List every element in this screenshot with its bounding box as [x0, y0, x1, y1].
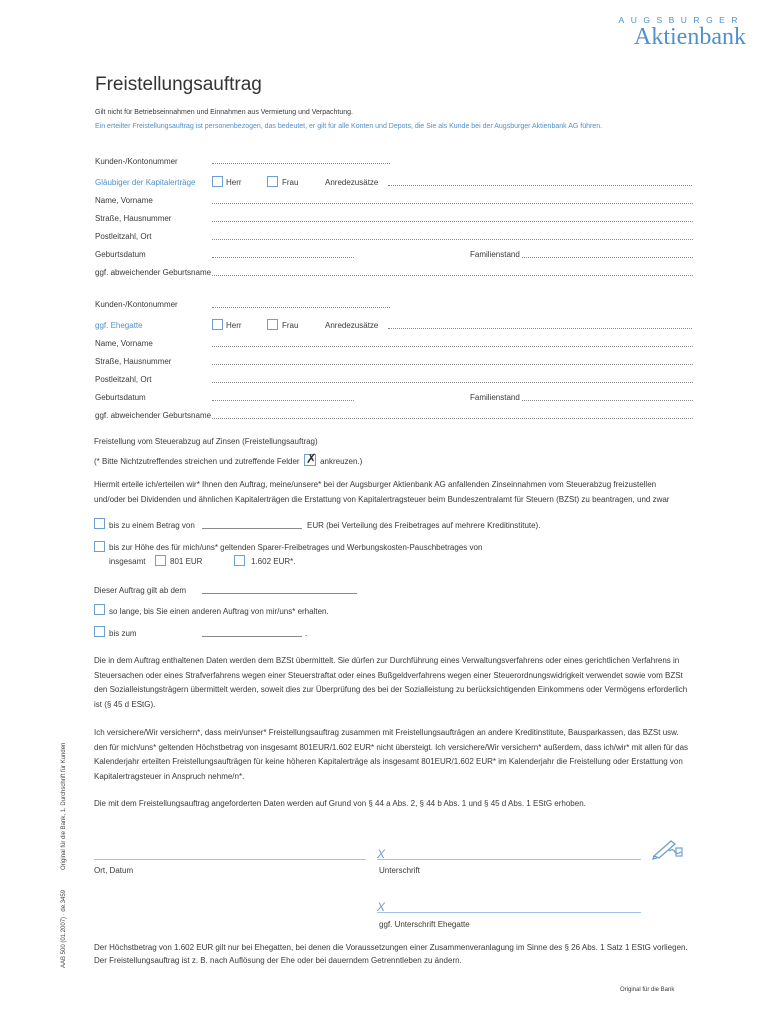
postal-field[interactable]	[212, 239, 693, 240]
order-hint	[94, 452, 362, 466]
amount-option-label: bis zu einem Betrag von	[109, 521, 195, 530]
valid-from-label: Dieser Auftrag gilt ab dem	[94, 586, 187, 595]
herr-checkbox[interactable]	[212, 176, 223, 187]
spouse-herr-label: Herr	[226, 321, 242, 330]
spouse-name-label: Name, Vorname	[95, 339, 153, 348]
amount-option-checkbox[interactable]	[94, 518, 105, 529]
frau-checkbox[interactable]	[267, 176, 278, 187]
order-heading: Freistellung vom Steuerabzug auf Zinsen (Freistellungsauftrag)	[94, 437, 318, 446]
spouse-family-status-field[interactable]	[522, 400, 693, 401]
spouse-label: ggf. Ehegatte	[95, 321, 143, 330]
place-date-label: Ort, Datum	[94, 866, 134, 875]
spouse-postal-label: Postleitzahl, Ort	[95, 375, 152, 384]
spouse-birthname-field[interactable]	[212, 418, 693, 419]
account-number-label: Kunden-/Kontonummer	[95, 157, 178, 166]
spouse-street-field[interactable]	[212, 364, 693, 365]
spouse-signature-label: ggf. Unterschrift Ehegatte	[379, 920, 470, 929]
herr-label: Herr	[226, 178, 242, 187]
max-amount-checkbox[interactable]	[94, 541, 105, 552]
valid-from-field[interactable]	[202, 593, 357, 594]
until-revoked-checkbox[interactable]	[94, 604, 105, 615]
salutation-field[interactable]	[388, 185, 692, 186]
form-code: AAB 500 (01.2007) · de.3459	[61, 889, 67, 968]
spouse-signature-x-icon: X	[377, 900, 386, 914]
page-title: Freistellungsauftrag	[95, 74, 262, 95]
801-eur-label: 801 EUR	[170, 557, 203, 566]
spouse-salutation-label: Anredezusätze	[325, 321, 379, 330]
1602-eur-checkbox[interactable]	[234, 555, 245, 566]
spouse-postal-field[interactable]	[212, 382, 693, 383]
account-number-field[interactable]	[212, 163, 390, 164]
street-field[interactable]	[212, 221, 693, 222]
order-hint-end: ankreuzen.)	[320, 457, 363, 466]
creditor-label: Gläubiger der Kapitalerträge	[95, 178, 196, 187]
salutation-label: Anredezusätze	[325, 178, 379, 187]
spouse-birthdate-label: Geburtsdatum	[95, 393, 146, 402]
spouse-salutation-field[interactable]	[388, 328, 692, 329]
family-status-label: Familienstand	[470, 250, 520, 259]
until-revoked-label: so lange, bis Sie einen anderen Auftrag von mir/uns* erhalten.	[109, 607, 329, 616]
spouse-street-label: Straße, Hausnummer	[95, 357, 172, 366]
until-date-checkbox[interactable]	[94, 626, 105, 637]
bank-logo: Aktienbank	[634, 24, 746, 50]
spouse-signature-line[interactable]	[377, 912, 641, 913]
spouse-account-number-field[interactable]	[212, 307, 390, 308]
1602-eur-label: 1.602 EUR*.	[251, 557, 296, 566]
801-eur-checkbox[interactable]	[155, 555, 166, 566]
frau-label: Frau	[282, 178, 299, 187]
spouse-frau-checkbox[interactable]	[267, 319, 278, 330]
signature-line[interactable]	[377, 859, 641, 860]
footer-note-1: Der Höchstbetrag von 1.602 EUR gilt nur bei Ehegatten, bei denen die Voraussetzungen einer Zusammenveranlagung im Sinne des § 26 Abs. 1 Satz 1 EStG vorliegen.	[94, 943, 688, 952]
legal-paragraph-3: Die mit dem Freistellungsauftrag angeforderten Daten werden auf Grund von § 44 a Abs. 2, § 44 b Abs. 1 und § 45 d Abs. 1 EStG erhoben.	[94, 799, 586, 808]
place-date-line[interactable]	[94, 859, 366, 860]
until-date-field[interactable]	[202, 636, 302, 637]
cross-example-icon: ✗	[305, 451, 317, 466]
max-amount-label: bis zur Höhe des für mich/uns* geltenden Sparer-Freibetrages und Werbungskosten-Pauschbetrages von	[109, 543, 483, 552]
order-hint-text: (* Bitte Nichtzutreffendes streichen und zutreffende Felder	[94, 457, 300, 466]
amount-field[interactable]	[202, 528, 302, 529]
spouse-family-status-label: Familienstand	[470, 393, 520, 402]
signature-label: Unterschrift	[379, 866, 420, 875]
order-text-2: und/oder bei Dividenden und ähnlichen Kapitalerträgen die Erstattung von Kapitalertragsteuer beim Bundeszentralamt für Steuern (BZSt) zu beantragen, und zwar	[94, 495, 670, 504]
legal-paragraph-1: Die in dem Auftrag enthaltenen Daten werden dem BZSt übermittelt. Sie dürfen zur Durchführung eines Verwaltungsverfahrens oder eines gerichtlichen Verfahrens in Steuersachen oder eines Strafverfahrens wegen einer Steuerstraftat oder eines Bußgeldverfahrens wegen einer Steuerordnungswidrigkeit verwendet sowie vom BZSt den Sozialleistungsträgern übermittelt werden, soweit dies zur Überprüfung des bei der Sozialleistung zu berücksichtigenden Einkommens oder Vermögens erforderlich ist (§ 45 d EStG).	[94, 656, 688, 709]
spouse-account-number-label: Kunden-/Kontonummer	[95, 300, 178, 309]
logo-tagline: AUGSBURGER	[618, 15, 744, 25]
spouse-birthdate-field[interactable]	[212, 400, 354, 401]
birthdate-label: Geburtsdatum	[95, 250, 146, 259]
name-field[interactable]	[212, 203, 693, 204]
intro-line-2: Ein erteilter Freistellungsauftrag ist personenbezogen, das bedeutet, er gilt für alle Konten und Depots, die Sie als Kunde bei der Augsburger Aktienbank AG führen.	[95, 123, 603, 130]
spouse-name-field[interactable]	[212, 346, 693, 347]
spouse-frau-label: Frau	[282, 321, 299, 330]
birthdate-field[interactable]	[212, 257, 354, 258]
spouse-birthname-label: ggf. abweichender Geburtsname	[95, 411, 212, 420]
street-label: Straße, Hausnummer	[95, 214, 172, 223]
amount-option-suffix: EUR (bei Verteilung des Freibetrages auf mehrere Kreditinstitute).	[307, 521, 541, 530]
signature-x-icon: X	[377, 847, 386, 861]
pen-icon	[651, 838, 683, 862]
legal-paragraph-2: Ich versichere/Wir versichern*, dass mein/unser* Freistellungsauftrag zusammen mit Freistellungsaufträgen an andere Kreditinstitute, Bausparkassen, das BZSt usw. den für mich/uns* geltenden Höchstbetrag von insgesamt 801EUR/1.602 EUR* nicht übersteigt. Ich versichere/Wir versichern* außerdem, dass ich/wir* mit allen für das Kalenderjahr erteilten Freistellungsaufträgen für keine höheren Kapitalerträge als insgesamt 801EUR/1.602 EUR* im Kalenderjahr die Freistellung oder Erstattung von Kapitalertragsteuer in Anspruch nehme/n*.	[94, 728, 689, 781]
copy-note: Original für die Bank, 1. Durchschrift für Kunden	[61, 742, 67, 870]
total-label: insgesamt	[109, 557, 146, 566]
birthname-field[interactable]	[212, 275, 693, 276]
until-date-label: bis zum	[109, 629, 137, 638]
footer-note-2: Der Freistellungsauftrag ist z. B. nach Auflösung der Ehe oder bei dauerndem Getrenntleben zu ändern.	[94, 956, 462, 965]
family-status-field[interactable]	[522, 257, 693, 258]
spouse-herr-checkbox[interactable]	[212, 319, 223, 330]
name-label: Name, Vorname	[95, 196, 153, 205]
birthname-label: ggf. abweichender Geburtsname	[95, 268, 212, 277]
postal-label: Postleitzahl, Ort	[95, 232, 152, 241]
order-text-1: Hiermit erteile ich/erteilen wir* Ihnen den Auftrag, meine/unsere* bei der Augsburger Aktienbank AG anfallenden Zinseinnahmen vom Steuerabzug freizustellen	[94, 480, 657, 489]
until-date-dot: .	[305, 629, 308, 638]
intro-line-1: Gilt nicht für Betriebseinnahmen und Einnahmen aus Vermietung und Verpachtung.	[95, 109, 353, 116]
footer-original: Original für die Bank	[620, 987, 675, 993]
